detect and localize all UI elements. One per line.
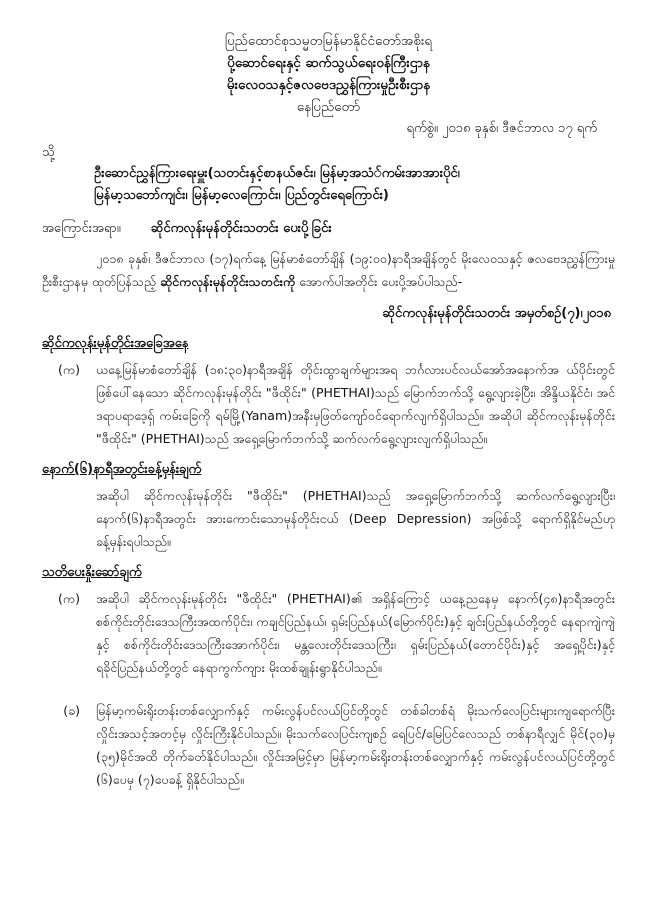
letterhead-government: ပြည်ထောင်စုသမ္မတမြန်မာနိုင်ငံတော်အစိုးရ [224,33,433,49]
letterhead-ministry: ပို့ဆောင်ရေးနှင့် ဆက်သွယ်ရေးဝန်ကြီးဌာန [227,55,430,71]
subject-title: ဆိုင်ကလုန်းမုန်တိုင်းသတင်း ပေးပို့ခြင်း [150,221,332,236]
warning-item-a-text: အဆိုပါ ဆိုင်ကလုန်းမုန်တိုင်း "ဖီထိုင်း" (PHETHAI)၏ အရှိန်ကြောင့် ယနေ့ညနေမှ နောက်(၄၈)နာရီအတွင်း စစ်ကိုင်းတိုင်းဒေသကြီးအထက်ပိုင်း၊ ကချင်ပြည်နယ်၊ ရှမ်းပြည်နယ်(မြောက်ပိုင်း)နှင့် ချင်းပြည်နယ်တို့တွင် နေရာကျဲကျဲနှင့် စစ်ကိုင်းတိုင်းဒေသကြီးအောက်ပိုင်း၊ မန္တလေးတိုင်းဒေသကြီး၊ ရှမ်းပြည်နယ်(တောင်ပိုင်း)နှင့် အရှေ့ပိုင်း)နှင့် ရခိုင်ပြည်နယ်တို့တွင် နေရာကွက်ကျား မိုးထစ်ချုန်းရွာနိုင်ပါသည်။ [96,591,615,675]
forecast-heading: နောက်(၆)နာရီအတွင်းခန့်မှန်းချက် [42,462,202,477]
recipient-block [42,163,615,207]
document-date: ရက်စွဲ။ ၂၀၁၈ ခုနှစ်၊ ဒီဇင်ဘာလ ၁၇ ရက် [406,121,597,136]
status-item-text: ယနေ့မြန်မာစံတော်ချိန် (၁၈:၃၀)နာရီအချိန် တိုင်းထွာချက်များအရ ဘင်္ဂလားပင်လယ်အော်အနောက်အ ယ်ပိုင်းတွင် ဖြစ်ပေါ်နေသော ဆိုင်ကလုန်းမုန်တိုင်း "ဖီထိုင်း" (PHETHAI)သည် မြောက်ဘက်သို့ ရွေ့လျားခဲ့ပြီး၊ အိန္ဒိယနိုင်ငံ၊ အင်ဒရာပရာဒေ့ရှ် ကမ်းခြေကို ရမ်မြို့(Yanam)အနီးမှဖြတ်ကျော်ဝင်ရောက်လျက်ရှိပါသည်။ အဆိုပါ ဆိုင်ကလုန်းမုန်တိုင်း "ဖီထိုင်း" (PHETHAI)သည် အရှေ့မြောက်ဘက်သို့ ဆက်လက်ရွေ့လျားလျက်ရှိပါသည်။ [96,362,615,446]
letterhead-city: နေပြည်တော် [296,99,361,115]
to-label: သို့ [42,145,55,160]
subject-line [42,219,615,239]
status-item [42,358,615,450]
intro-text-1: ၂၀၁၈ ခုနှစ်၊ ဒီဇင်ဘာလ (၁၇)ရက်နေ့ မြန်မာစံတော်ချိန် (၁၉:၀၀)နာရီအချိန်တွင် မိုးလေဝသနှင့် ဇလဗေဒညွှန်ကြားမှုဦးစီးဌာနမှ ထုတ်ပြန်သည့် [42,251,615,289]
warning-item-b-text: မြန်မာ့ကမ်းရိုးတန်းတစ်လျှောက်နှင့် ကမ်းလွန်ပင်လယ်ပြင်တို့တွင် တစ်ခါတစ်ရံ မိုးသက်လေပြင်းများကျရောက်ပြီး လှိုင်းအသင့်အတင့်မှ လှိုင်းကြီးနိုင်ပါသည်။ မိုးသက်လေပြင်းကျစဉ် ရေပြင်/မြေပြင်လေသည် တစ်နာရီလျှင် မိုင်(၃၀)မှ (၃၅)မိုင်အထိ တိုက်ခတ်နိုင်ပါသည်။ လှိုင်းအမြင့်မှာ မြန်မာ့ကမ်းရိုးတန်းတစ်လျှောက်နှင့် ကမ်းလွန်ပင်လယ်ပြင်တို့တွင် (၆)ပေမှ (၇)ပေခန့် ရှိနိုင်ပါသည်။ [96,703,615,787]
recipient-line-1: ဦးဆောင်ညွှန်ကြားရေးမှူး(သတင်းနှင့်စာနယ်ဇင်း၊ မြန်မာ့အသံ်ကမ်းအာအားပိုင်၊ [94,166,460,181]
intro-text-2: အောက်ပါအတိုင်း ပေးပို့အပ်ပါသည်- [295,274,463,289]
forecast-text: အဆိုပါ ဆိုင်ကလုန်းမုန်တိုင်း "ဖီထိုင်း" (PHETHAI)သည် အရှေ့မြောက်ဘက်သို့ ဆက်လက်ရွေ့လျားပြီး၊ နောက်(၆)နာရီအတွင်း အားကောင်းသောမုန်တိုင်းငယ် (Deep Depression) အဖြစ်သို့ ရောက်ရှိနိုင်မည်ဟု ခန့်မှန်းရပါသည်။ [96,488,615,549]
status-item-number: (က) [58,362,80,377]
warning-item-b-number: (ခ) [63,703,80,718]
recipient-line-2: မြန်မာ့သဘော်ကျင်း၊ မြန်မာ့လေကြောင်း၊ ပြည်တွင်းရေကြောင်း) [94,188,389,203]
intro-text-bold: ဆိုင်ကလုန်းမုန်တိုင်းသတင်းကို [160,274,296,289]
warning-item-b [42,699,615,791]
bulletin-number: ဆိုင်ကလုန်းမုန်တိုင်းသတင်း အမှတ်စဉ်(၇)၊၂၀၁၈ [382,306,611,321]
subject-label: အကြောင်းအရာ။ [42,221,121,236]
intro-paragraph [42,247,615,293]
warning-item-a-number: (က) [58,591,80,606]
warning-heading: သတိပေးနှိုးဆော်ချက် [42,565,142,580]
letterhead [42,30,615,118]
status-heading: ဆိုင်ကလုန်းမုန်တိုင်းအခြေအနေ [42,336,189,351]
warning-item-a [42,587,615,679]
letterhead-department: မိုးလေဝသနှင့်ဇလဗေဒညွှန်ကြားမှုဦးစီးဌာန [226,77,431,93]
